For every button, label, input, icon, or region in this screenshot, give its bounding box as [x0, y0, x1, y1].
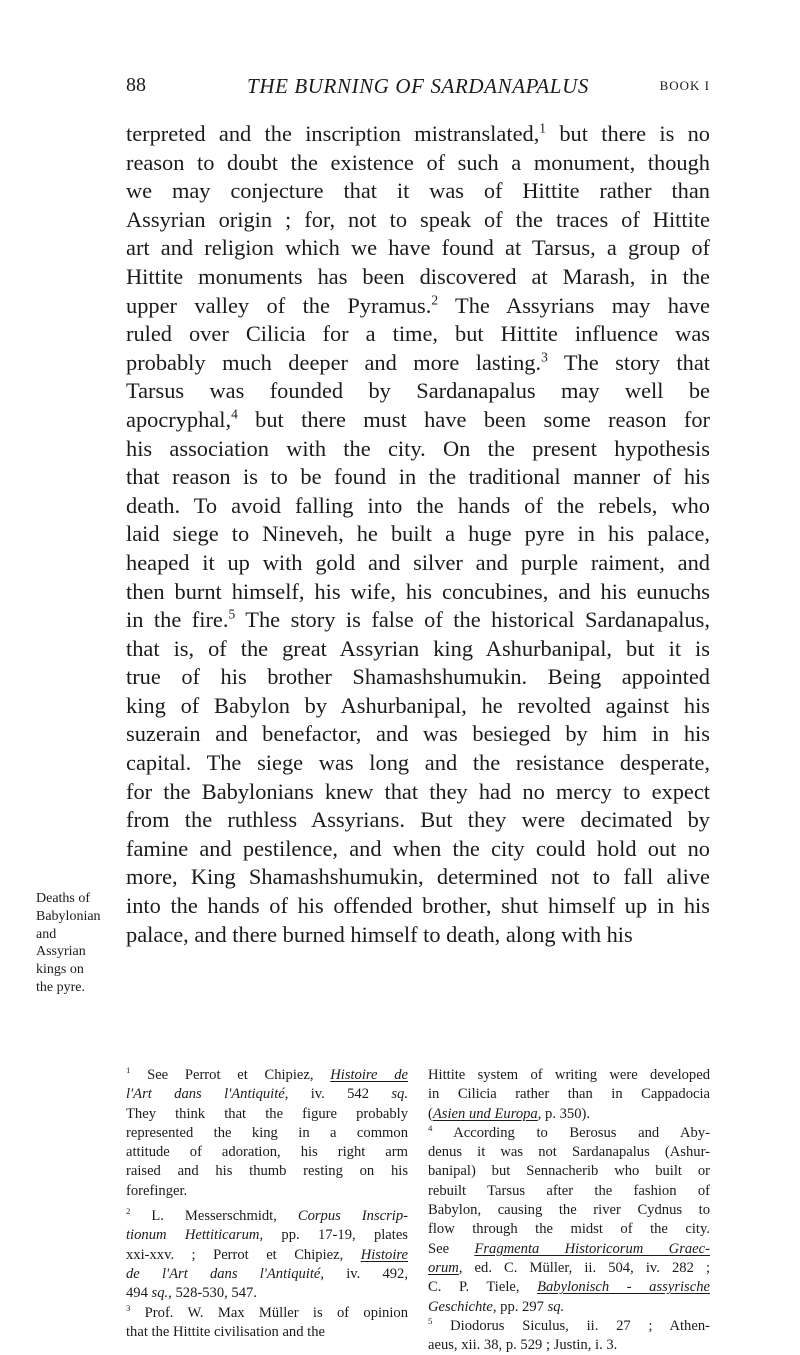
body-line: for the Babylonians knew that they had no mercy to expect	[126, 778, 710, 804]
footnote-text: (	[428, 1105, 433, 1122]
footnote-text: , ed. C. Müller, ii. 504, iv. 282 ;	[458, 1259, 710, 1276]
footnote-text: 494	[126, 1285, 152, 1302]
footnote-line: flow through the midst of the city.	[428, 1221, 710, 1238]
footnote-marker: 3	[126, 1302, 131, 1313]
footnote-abbrev: sq.	[151, 1285, 169, 1302]
body-line: art and religion which we have found at Tarsus, a group of	[126, 235, 710, 261]
body-line: that reason is to be found in the traditional manner of his	[126, 464, 710, 490]
footnote-title: orum	[428, 1259, 459, 1276]
footnote-line	[126, 1265, 408, 1284]
footnotes-right-column	[428, 1066, 710, 1355]
footnote-line: $^3$ Prof. W. Max Müller is of opinion	[126, 1302, 408, 1321]
body-line: we may conjecture that it was of Hittite rather than	[126, 178, 710, 204]
footnote-title: Histoire	[360, 1246, 408, 1263]
body-line: reason to doubt the existence of such a monument, though	[126, 149, 710, 175]
footnote-line	[126, 1284, 408, 1303]
footnote-line: that the Hittite civilisation and the	[126, 1323, 325, 1340]
footnote-line: $^4$ According to Berosus and Aby-	[428, 1123, 710, 1141]
footnote-line	[428, 1278, 710, 1297]
footnote-line	[428, 1240, 710, 1259]
footnote-line	[126, 1226, 408, 1245]
footnote-title: l'Art dans l'Antiquité	[126, 1086, 285, 1103]
footnote-text: , 528-530, 547.	[168, 1285, 257, 1302]
marginal-note	[36, 890, 118, 997]
footnote-title: Babylonisch - assyrische	[537, 1279, 710, 1296]
footnote-text: xxi-xxv. ; Perrot et Chipiez,	[126, 1246, 361, 1263]
footnote-line: forefinger.	[126, 1182, 188, 1199]
footnote-text: $^2$ L. Messerschmidt,	[126, 1206, 298, 1225]
body-line: Hittite monuments has been discovered at Marash, in the	[126, 263, 710, 289]
footnote-marker: 4	[231, 406, 238, 422]
body-line: his association with the city. On the present hypothesis	[126, 435, 710, 461]
body-line: then burnt himself, his wife, his concubines, and his eunuchs	[126, 578, 710, 604]
footnote-line: represented the king in a common	[126, 1124, 408, 1141]
body-line: more, King Shamashshumukin, determined not to fall alive	[126, 864, 710, 890]
body-line: true of his brother Shamashshumukin. Being appointed	[126, 664, 710, 690]
body-line: death. To avoid falling into the hands of the rebels, who	[126, 492, 710, 518]
body-line: suzerain and benefactor, and was besieged by him in his	[126, 721, 710, 747]
footnote-marker: 4	[428, 1123, 433, 1134]
footnote-line: denus it was not Sardanapalus (Ashur-	[428, 1144, 710, 1161]
book-label: BOOK I	[659, 78, 710, 93]
footnotes	[126, 1065, 710, 1354]
footnote-title: Histoire de	[330, 1067, 408, 1083]
body-line: in the fire.$^5$ The story is false of the historical Sardanapalus,	[126, 606, 710, 633]
body-text	[126, 120, 710, 949]
footnote-line	[126, 1085, 408, 1104]
footnote-line: rebuilt Tarsus after the fashion of	[428, 1182, 710, 1199]
footnote-marker: 3	[541, 349, 548, 365]
page-number: 88	[126, 74, 146, 96]
body-line: probably much deeper and more lasting.$^3$ The story that	[126, 349, 710, 375]
body-line: upper valley of the Pyramus.$^2$ The Assyrians may have	[126, 292, 710, 318]
footnote-line: Hittite system of writing were developed	[428, 1067, 710, 1083]
footnote-line: raised and his thumb resting on his	[126, 1163, 408, 1180]
marginal-note-line: the pyre.	[36, 979, 85, 995]
body-line: capital. The siege was long and the resistance desperate,	[126, 750, 710, 776]
marginal-note-line: kings on	[36, 962, 84, 978]
footnote-title: Corpus Inscrip-	[297, 1208, 408, 1225]
footnote-line: aeus, xii. 38, p. 529 ; Justin, i. 3.	[428, 1337, 618, 1354]
footnote-line	[428, 1259, 710, 1278]
body-line: ruled over Cilicia for a time, but Hittite influence was	[126, 321, 710, 347]
footnote-title: tionum Hettiticarum	[126, 1227, 260, 1244]
body-line: Tarsus was founded by Sardanapalus may well be	[126, 378, 710, 404]
running-header	[126, 74, 710, 104]
footnote-text: , p. 350).	[537, 1105, 591, 1122]
footnote-text: , pp. 17-19, plates	[259, 1227, 408, 1244]
footnote-marker: 5	[228, 606, 236, 622]
body-line: laid siege to Nineveh, he built a huge pyre in his palace,	[126, 521, 710, 547]
footnote-line: They think that the figure probably	[126, 1105, 408, 1122]
footnote-title: Fragmenta Historicorum Graec-	[474, 1240, 710, 1257]
body-line: famine and pestilence, and when the city could hold out no	[126, 835, 710, 861]
body-line: Assyrian origin ; for, not to speak of the traces of Hittite	[126, 206, 710, 232]
body-line: apocryphal,$^4$ but there must have been some reason for	[126, 406, 710, 432]
footnote-line	[126, 1246, 408, 1265]
body-line: king of Babylon by Ashurbanipal, he revolted against his	[126, 692, 710, 718]
footnote-text: , iv. 542	[284, 1086, 392, 1103]
footnote-text: , iv. 492,	[320, 1265, 408, 1282]
marginal-note-line: Babylonian	[36, 908, 101, 924]
running-title: THE BURNING OF SARDANAPALUS	[247, 74, 589, 98]
footnote-line	[428, 1298, 710, 1317]
footnote-text: See	[428, 1240, 475, 1257]
footnote-title: Geschichte	[428, 1298, 493, 1315]
body-line: heaped it up with gold and silver and purple raiment, and	[126, 549, 710, 575]
footnote-marker: 2	[126, 1206, 131, 1217]
body-line: terpreted and the inscription mistranslated,$^1$ but there is no	[126, 120, 710, 146]
marginal-note-line: Assyrian	[36, 944, 86, 960]
marginal-note-line: and	[36, 926, 57, 942]
footnote-text: C. P. Tiele,	[428, 1279, 538, 1296]
footnote-abbrev: sq.	[391, 1086, 408, 1103]
footnote-line	[126, 1207, 408, 1226]
footnote-marker: 1	[539, 120, 547, 136]
footnote-line: $^5$ Diodorus Siculus, ii. 27 ; Athen-	[428, 1316, 710, 1334]
footnote-marker: 2	[431, 292, 439, 308]
footnotes-left-column	[126, 1066, 408, 1342]
footnote-title: Asien und Europa	[432, 1105, 538, 1122]
body-line: from the ruthless Assyrians. But they were decimated by	[126, 807, 710, 833]
footnote-title: de l'Art dans l'Antiquité	[126, 1265, 321, 1282]
footnote-line: in Cilicia rather than in Cappadocia	[428, 1086, 710, 1103]
footnote-line: attitude of adoration, his right arm	[126, 1144, 408, 1161]
footnote-text: $^1$ See Perrot et Chipiez,	[126, 1065, 331, 1083]
footnote-text: , pp. 297	[492, 1298, 548, 1315]
footnote-line	[428, 1105, 710, 1124]
footnote-marker: 5	[428, 1316, 433, 1326]
footnote-abbrev: sq.	[547, 1298, 565, 1315]
footnote-line: banipal) but Sennacherib who built or	[428, 1163, 710, 1180]
body-line: palace, and there burned himself to death, along with his	[126, 921, 633, 947]
marginal-note-line: Deaths of	[36, 891, 91, 906]
body-line: into the hands of his offended brother, shut himself up in his	[126, 893, 710, 919]
body-line: that is, of the great Assyrian king Ashurbanipal, but it is	[126, 635, 710, 661]
footnote-line	[126, 1066, 408, 1085]
footnote-marker: 1	[126, 1065, 131, 1076]
footnote-line: Babylon, causing the river Cydnus to	[428, 1202, 710, 1219]
